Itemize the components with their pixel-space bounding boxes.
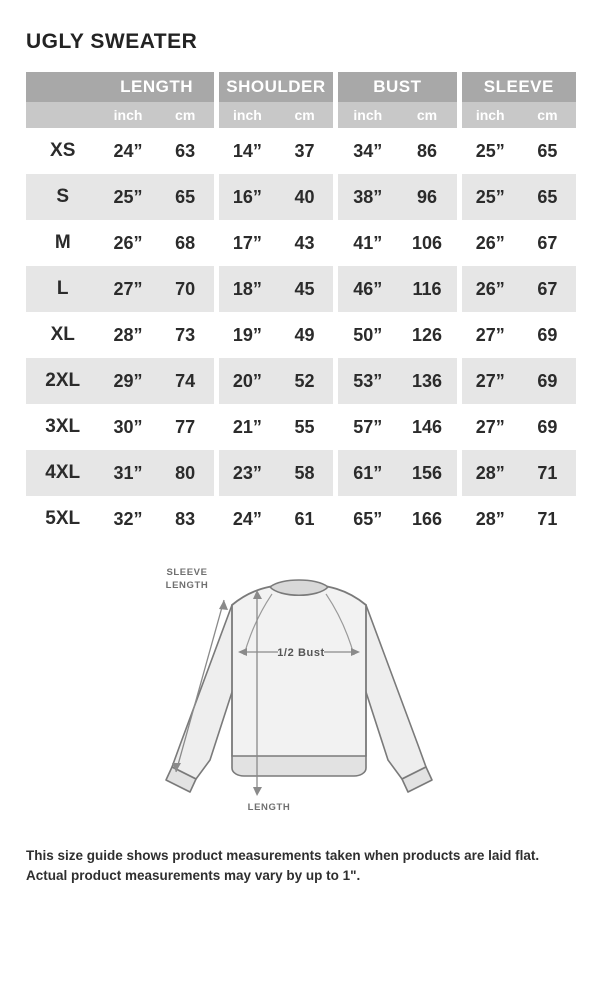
cell-sleeve-cm: 69 <box>519 358 576 404</box>
header-blank <box>26 72 99 102</box>
cell-bust-inch: 46” <box>338 266 397 312</box>
cell-shoulder-inch: 21” <box>219 404 276 450</box>
cell-length-inch: 26” <box>99 220 156 266</box>
cell-length-inch: 25” <box>99 174 156 220</box>
cell-size: M <box>26 220 99 266</box>
table-header <box>26 72 576 128</box>
cell-length-cm: 63 <box>157 128 214 174</box>
measurement-diagram <box>0 560 602 830</box>
cell-bust-cm: 166 <box>397 496 456 542</box>
cell-shoulder-inch: 19” <box>219 312 276 358</box>
cell-sleeve-cm: 67 <box>519 220 576 266</box>
cell-shoulder-cm: 43 <box>276 220 333 266</box>
unit-bust-cm: cm <box>397 102 456 128</box>
cell-sleeve-cm: 65 <box>519 174 576 220</box>
cell-length-inch: 32” <box>99 496 156 542</box>
cell-sleeve-cm: 71 <box>519 496 576 542</box>
footer-note <box>26 846 576 885</box>
cell-shoulder-cm: 49 <box>276 312 333 358</box>
cell-shoulder-inch: 23” <box>219 450 276 496</box>
table-row <box>26 174 576 220</box>
table-row <box>26 496 576 542</box>
cell-sleeve-inch: 28” <box>462 450 519 496</box>
cell-size: XL <box>26 312 99 358</box>
cell-bust-cm: 156 <box>397 450 456 496</box>
cell-bust-cm: 106 <box>397 220 456 266</box>
cell-shoulder-cm: 37 <box>276 128 333 174</box>
cell-bust-cm: 136 <box>397 358 456 404</box>
cell-length-cm: 70 <box>157 266 214 312</box>
cell-bust-inch: 57” <box>338 404 397 450</box>
cell-shoulder-inch: 24” <box>219 496 276 542</box>
page-title: UGLY SWEATER <box>26 30 198 53</box>
cell-sleeve-cm: 69 <box>519 404 576 450</box>
table-row <box>26 450 576 496</box>
cell-shoulder-cm: 58 <box>276 450 333 496</box>
sleeve-length-label-line1: SLEEVE <box>166 567 208 578</box>
table-row <box>26 312 576 358</box>
table-row <box>26 404 576 450</box>
unit-sleeve-cm: cm <box>519 102 576 128</box>
cell-bust-inch: 38” <box>338 174 397 220</box>
size-chart-table <box>26 72 576 542</box>
cell-shoulder-inch: 17” <box>219 220 276 266</box>
bust-label: 1/2 Bust <box>277 647 325 659</box>
table-row <box>26 220 576 266</box>
header-length: LENGTH <box>99 72 213 102</box>
cell-shoulder-inch: 14” <box>219 128 276 174</box>
cell-length-cm: 68 <box>157 220 214 266</box>
cell-length-inch: 31” <box>99 450 156 496</box>
cell-shoulder-inch: 18” <box>219 266 276 312</box>
cell-shoulder-cm: 52 <box>276 358 333 404</box>
header-sleeve: SLEEVE <box>462 72 576 102</box>
cell-shoulder-cm: 61 <box>276 496 333 542</box>
cell-size: L <box>26 266 99 312</box>
cell-shoulder-cm: 45 <box>276 266 333 312</box>
unit-sleeve-inch: inch <box>462 102 519 128</box>
cell-bust-inch: 50” <box>338 312 397 358</box>
cell-length-cm: 73 <box>157 312 214 358</box>
table-header-units <box>26 102 576 128</box>
cell-length-cm: 80 <box>157 450 214 496</box>
cell-size: 3XL <box>26 404 99 450</box>
sweater-illustration <box>0 560 602 830</box>
length-arrow-bottom <box>253 787 262 796</box>
collar <box>270 580 328 595</box>
cell-sleeve-inch: 26” <box>462 266 519 312</box>
cell-bust-cm: 146 <box>397 404 456 450</box>
cell-bust-inch: 53” <box>338 358 397 404</box>
footer-line-2: Actual product measurements may vary by up to 1". <box>26 867 361 883</box>
cell-sleeve-inch: 25” <box>462 174 519 220</box>
cell-shoulder-inch: 20” <box>219 358 276 404</box>
hem-band <box>232 756 366 776</box>
table-body <box>26 128 576 542</box>
cell-sleeve-cm: 67 <box>519 266 576 312</box>
cell-bust-inch: 41” <box>338 220 397 266</box>
sleeve-length-label-line2: LENGTH <box>165 580 209 591</box>
cell-sleeve-inch: 27” <box>462 312 519 358</box>
cell-size: 4XL <box>26 450 99 496</box>
cell-bust-cm: 86 <box>397 128 456 174</box>
cell-length-inch: 29” <box>99 358 156 404</box>
unit-shoulder-cm: cm <box>276 102 333 128</box>
cell-sleeve-cm: 71 <box>519 450 576 496</box>
unit-length-cm: cm <box>157 102 214 128</box>
cell-shoulder-cm: 55 <box>276 404 333 450</box>
header-bust: BUST <box>338 72 456 102</box>
cell-shoulder-inch: 16” <box>219 174 276 220</box>
cell-size: 5XL <box>26 496 99 542</box>
size-guide-page <box>0 30 602 990</box>
table-row <box>26 266 576 312</box>
cell-bust-inch: 65” <box>338 496 397 542</box>
size-table-container <box>26 72 576 542</box>
length-label: LENGTH <box>247 802 291 813</box>
cell-bust-cm: 96 <box>397 174 456 220</box>
cell-size: 2XL <box>26 358 99 404</box>
cell-size: S <box>26 174 99 220</box>
cell-sleeve-inch: 28” <box>462 496 519 542</box>
unit-length-inch: inch <box>99 102 156 128</box>
sweater-shape <box>166 580 432 792</box>
footer-line-1: This size guide shows product measurements taken when products are laid flat. <box>26 848 540 863</box>
cell-length-cm: 83 <box>157 496 214 542</box>
cell-bust-inch: 61” <box>338 450 397 496</box>
unit-shoulder-inch: inch <box>219 102 276 128</box>
cell-length-cm: 74 <box>157 358 214 404</box>
sleeve-arrow-top <box>219 600 228 610</box>
cell-length-inch: 27” <box>99 266 156 312</box>
cell-sleeve-cm: 69 <box>519 312 576 358</box>
cell-size: XS <box>26 128 99 174</box>
cell-shoulder-cm: 40 <box>276 174 333 220</box>
cell-sleeve-inch: 27” <box>462 404 519 450</box>
cell-bust-inch: 34” <box>338 128 397 174</box>
header-shoulder: SHOULDER <box>219 72 333 102</box>
cell-sleeve-inch: 27” <box>462 358 519 404</box>
unit-blank <box>26 102 99 128</box>
cell-length-cm: 65 <box>157 174 214 220</box>
unit-bust-inch: inch <box>338 102 397 128</box>
cell-bust-cm: 116 <box>397 266 456 312</box>
table-row <box>26 358 576 404</box>
table-header-groups <box>26 72 576 102</box>
cell-length-inch: 28” <box>99 312 156 358</box>
cell-sleeve-cm: 65 <box>519 128 576 174</box>
cell-sleeve-inch: 25” <box>462 128 519 174</box>
cell-sleeve-inch: 26” <box>462 220 519 266</box>
cell-length-inch: 30” <box>99 404 156 450</box>
torso <box>232 584 366 770</box>
cell-bust-cm: 126 <box>397 312 456 358</box>
cell-length-inch: 24” <box>99 128 156 174</box>
cell-length-cm: 77 <box>157 404 214 450</box>
table-row <box>26 128 576 174</box>
